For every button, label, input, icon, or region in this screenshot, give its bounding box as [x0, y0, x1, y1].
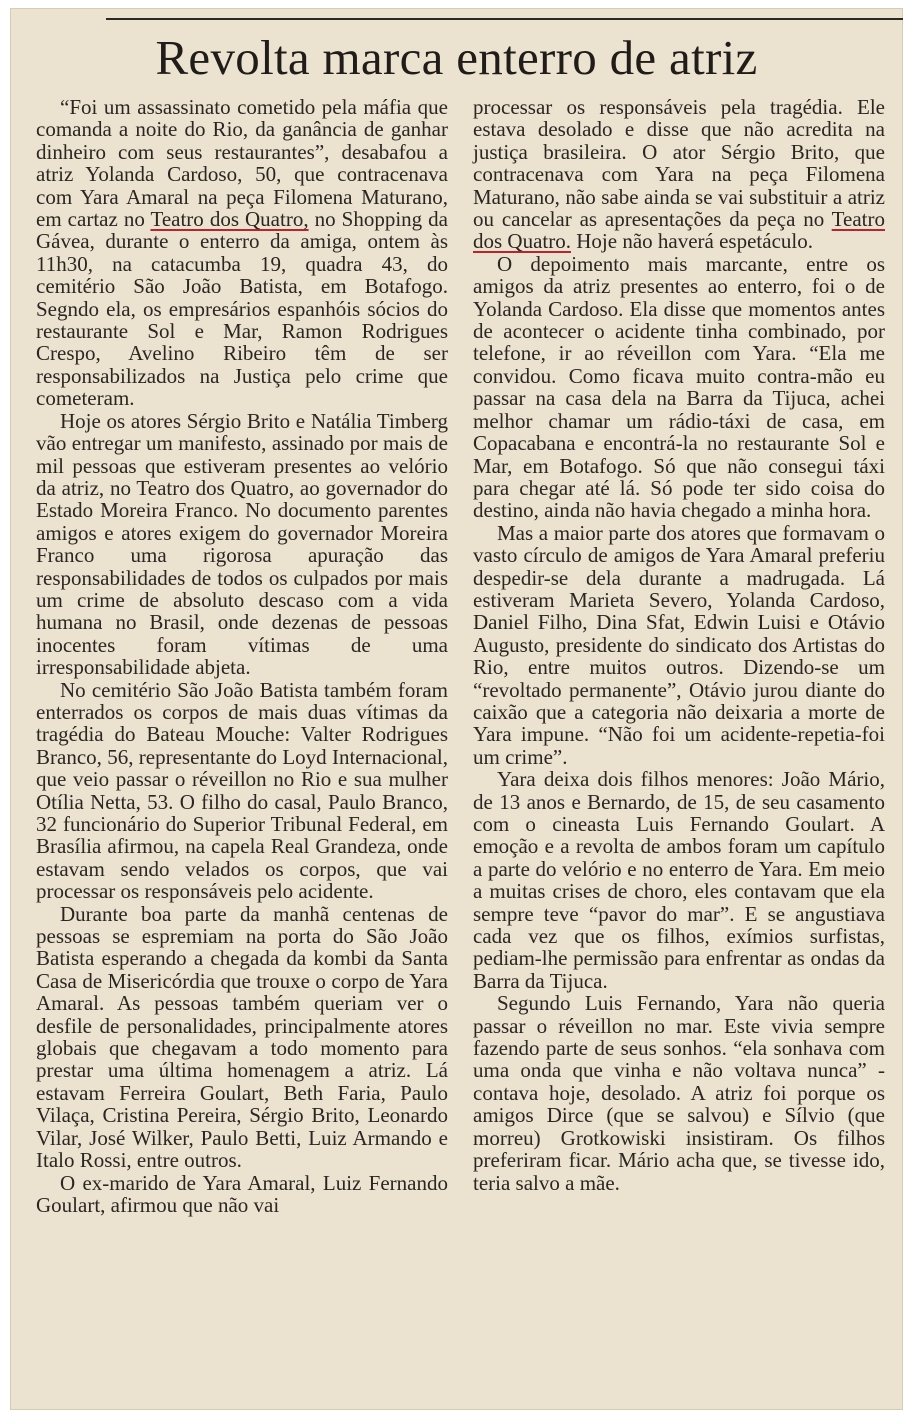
- paragraph: Hoje os atores Sérgio Brito e Natália Timberg vão entregar um manifesto, assinado por mais de mil pessoas que estiveram presentes ao velório da atriz, no Teatro dos Quatro, ao governador do Estado Moreira Franco. No documento parentes amigos e atores exigem do governador Moreira Franco uma rigorosa apuração das responsabilidades de todos os culpados por mais um crime de absoluto descaso com a vida humana no Brasil, onde dezenas de pessoas inocentes foram vítimas de uma irresponsabilidade abjeta.: [36, 408, 448, 680]
- underlined-theatre-name: Teatro dos Quatro.: [473, 207, 885, 254]
- paragraph: Durante boa parte da manhã centenas de pessoas se espremiam na porta do São João Batista esperando a chegada da kombi da Santa Casa de Misericórdia que trouxe o corpo de Yara Amaral. As pessoas também queriam ver o desfile de personalidades, principalmente atores globais que chegavam a todo momento para prestar uma última homenagem a atriz. Lá estavam Ferreira Goulart, Beth Faria, Paulo Vilaça, Cristina Pereira, Sérgio Brito, Leonardo Vilar, José Wilker, Paulo Betti, Luiz Armando e Italo Rossi, entre outros.: [36, 901, 448, 1173]
- paragraph: “Foi um assassinato cometido pela máfia que comanda a noite do Rio, da ganância de ganhar dinheiro com seus restaurantes”, desabafou a atriz Yolanda Cardoso, 50, que contracenava com Yara Amaral na peça Filomena Maturano, em cartaz no Teatro dos Quatro, no Shopping da Gávea, durante o enterro da amiga, ontem às 11h30, na catacumba 19, quadra 43, do cemitério São João Batista, em Botafogo. Segndo ela, os empresários espanhóis sócios do restaurante Sol e Mar, Ramon Rodrigues Crespo, Avelino Ribeiro têm de ser responsabilizados na Justiça pelo crime que cometeram.: [36, 95, 448, 411]
- headline: Revolta marca enterro de atriz: [155, 30, 758, 85]
- paragraph: O depoimento mais marcante, entre os amigos da atriz presentes ao enterro, foi o de Yolanda Cardoso. Ela disse que momentos antes de acontecer o acidente tinha combinado, por telefone, ir ao réveillon com Yara. “Ela me convidou. Como ficava muito contra-mão eu passar na casa dela na Barra da Tijuca, achei melhor chamar um rádio-táxi de casa, em Copacabana e encontrá-la no restaurante Sol e Mar, em Botafogo. Só que não consegui táxi para chegar até lá. Só pode ter sido coisa do destino, ainda não havia chegado a minha hora.: [473, 251, 885, 523]
- paragraph: processar os responsáveis pela tragédia. Ele estava desolado e disse que não acredita na justiça brasileira. O ator Sérgio Brito, que contracenava com Yara na peça Filomena Maturano, não sabe ainda se vai substituir a atriz ou cancelar as apresentações da peça no Teatro dos Quatro. Hoje não haverá espetáculo.: [473, 95, 885, 254]
- article-column-right: [473, 96, 885, 1194]
- newspaper-clipping: [10, 8, 903, 1410]
- top-rule: [106, 18, 903, 20]
- paragraph: No cemitério São João Batista também foram enterrados os corpos de mais duas vítimas da tragédia do Bateau Mouche: Valter Rodrigues Branco, 56, representante do Loyd Internacional, que veio passar o réveillon no Rio e sua mulher Otília Netta, 53. O filho do casal, Paulo Branco, 32 funcionário do Superior Tribunal Federal, em Brasília afirmou, na capela Real Grandeza, onde estavam sendo velados os corpos, que vai processar os responsáveis pelo acidente.: [36, 677, 448, 904]
- paragraph: Yara deixa dois filhos menores: João Mário, de 13 anos e Bernardo, de 15, de seu casamento com o cineasta Luis Fernando Goulart. A emoção e a revolta de ambos foram um capítulo a parte do velório e no enterro de Yara. Em meio a muitas crises de choro, eles contavam que ela sempre teve “pavor do mar”. E se angustiava cada vez que os filhos, exímios surfistas, pediam-lhe permissão para enfrentar as ondas da Barra da Tijuca.: [473, 767, 885, 993]
- paragraph: O ex-marido de Yara Amaral, Luiz Fernando Goulart, afirmou que não vai: [36, 1170, 448, 1217]
- paragraph: Segundo Luis Fernando, Yara não queria passar o réveillon no mar. Este vivia sempre fazendo parte de seus sonhos. “ela sonhava com uma onda que vinha e não voltava nunca” - contava hoje, desolado. A atriz foi porque os amigos Dirce (que se salvou) e Sílvio (que morreu) Grotkowiski insistiram. Os filhos preferiram ficar. Mário acha que, se tivesse ido, teria salvo a mãe.: [473, 991, 885, 1195]
- article-column-left: [36, 96, 448, 1216]
- paragraph: Mas a maior parte dos atores que formavam o vasto círculo de amigos de Yara Amaral preferiu despedir-se dela durante a madrugada. Lá estiveram Marieta Severo, Yolanda Cardoso, Daniel Filho, Dina Sfat, Edwin Luisi e Otávio Augusto, presidente do sindicato dos Artistas do Rio, entre muitos outros. Dizendo-se um “revoltado permanente”, Otávio jurou diante do caixão que a categoria não deixaria a morte de Yara impune. “Não foi um acidente-repetia-foi um crime”.: [473, 520, 885, 769]
- underlined-theatre-name: Teatro dos Quatro,: [150, 207, 309, 232]
